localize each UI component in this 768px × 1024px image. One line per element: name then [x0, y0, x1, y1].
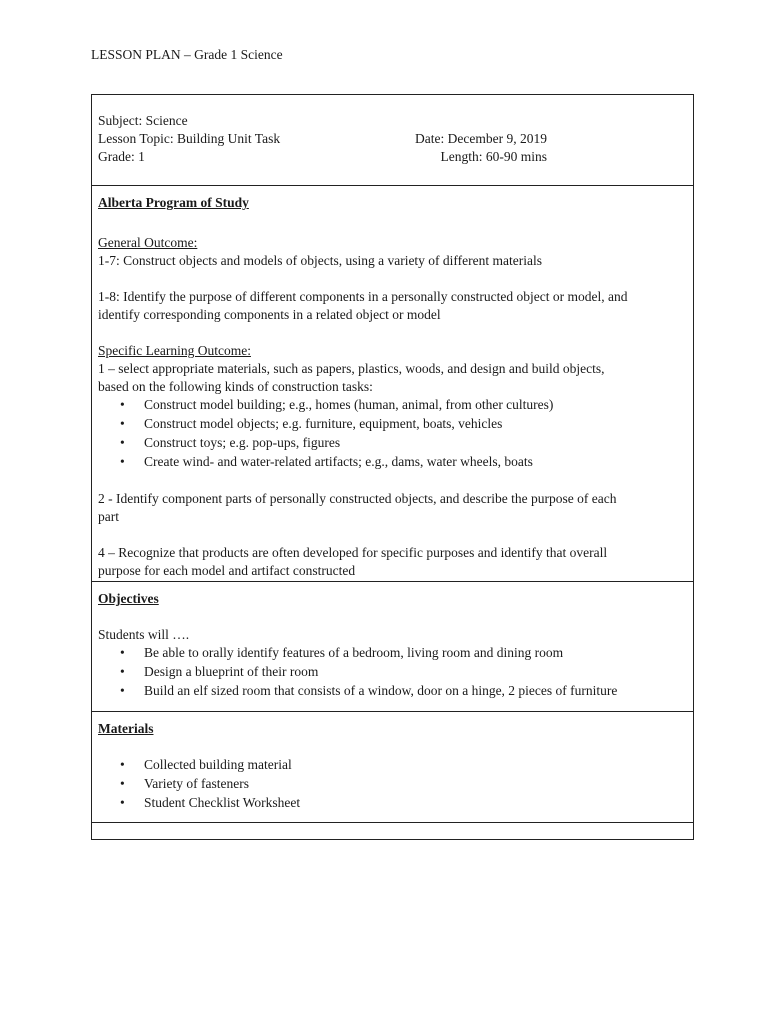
construction-task-list	[98, 396, 687, 472]
objectives-intro: Students will ….	[98, 627, 190, 642]
general-outcome-1-8-line2: identify corresponding components in a related object or model	[98, 307, 441, 322]
lesson-info-row	[92, 95, 693, 185]
program-of-study-row	[92, 185, 693, 581]
general-outcome-1-7: 1-7: Construct objects and models of objects, using a variety of different materials	[98, 253, 543, 268]
specific-outcome-1-line2: based on the following kinds of construction tasks:	[98, 379, 373, 394]
specific-outcome-4-line2: purpose for each model and artifact constructed	[98, 563, 356, 578]
list-item: • Construct model objects; e.g. furniture, equipment, boats, vehicles	[144, 415, 687, 434]
list-item: • Variety of fasteners	[144, 775, 687, 794]
specific-outcome-title: Specific Learning Outcome:	[98, 343, 251, 358]
list-item: • Construct toys; e.g. pop-ups, figures	[144, 434, 687, 453]
materials-list	[98, 756, 687, 813]
specific-outcome-2-line2: part	[98, 509, 119, 524]
list-item: • Build an elf sized room that consists of a window, door on a hinge, 2 pieces of furniture	[144, 682, 687, 701]
grade-text: Grade: 1	[98, 149, 145, 164]
program-of-study-title: Alberta Program of Study	[98, 195, 249, 210]
specific-outcome-2-line1: 2 - Identify component parts of personally constructed objects, and describe the purpose of each	[98, 491, 617, 506]
date-text: Date: December 9, 2019	[415, 131, 547, 146]
specific-outcome-1-line1: 1 – select appropriate materials, such as papers, plastics, woods, and design and build objects,	[98, 361, 605, 376]
empty-row	[92, 822, 693, 839]
specific-outcome-4-line1: 4 – Recognize that products are often developed for specific purposes and identify that overall	[98, 545, 608, 560]
subject-text: Subject: Science	[98, 113, 188, 128]
objectives-row	[92, 581, 693, 711]
info-line-grade	[98, 148, 687, 166]
list-item: • Design a blueprint of their room	[144, 663, 687, 682]
info-line-subject	[98, 112, 687, 130]
materials-title: Materials	[98, 721, 154, 736]
list-item: • Student Checklist Worksheet	[144, 794, 687, 813]
info-line-topic	[98, 130, 687, 148]
lesson-plan-table	[91, 94, 694, 840]
materials-row	[92, 711, 693, 822]
page-header: LESSON PLAN – Grade 1 Science	[91, 47, 283, 62]
list-item: • Collected building material	[144, 756, 687, 775]
general-outcome-1-8-line1: 1-8: Identify the purpose of different components in a personally constructed object or model, and	[98, 289, 628, 304]
list-item: • Construct model building; e.g., homes (human, animal, from other cultures)	[144, 396, 687, 415]
list-item: • Be able to orally identify features of a bedroom, living room and dining room	[144, 644, 687, 663]
list-item: • Create wind- and water-related artifacts; e.g., dams, water wheels, boats	[144, 453, 687, 472]
general-outcome-title: General Outcome:	[98, 235, 198, 250]
objectives-list	[98, 644, 687, 701]
objectives-title: Objectives	[98, 591, 159, 606]
length-text: Length: 60-90 mins	[440, 149, 547, 164]
topic-text: Lesson Topic: Building Unit Task	[98, 131, 281, 146]
